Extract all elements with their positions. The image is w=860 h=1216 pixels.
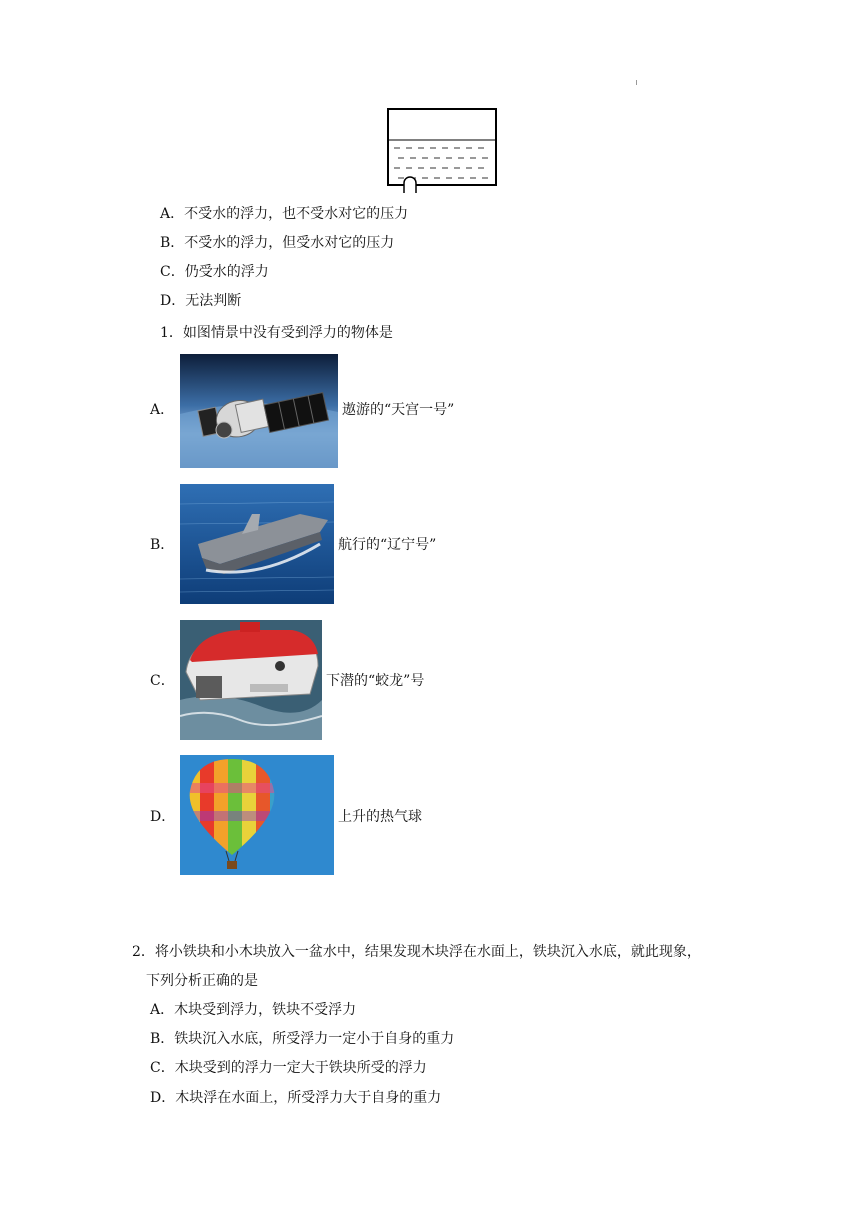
q2-option-b: B．铁块沉入水底，所受浮力一定小于自身的重力 bbox=[150, 1031, 455, 1047]
space-station-photo bbox=[180, 354, 338, 468]
question-1-stem: 1．如图情景中没有受到浮力的物体是 bbox=[160, 325, 393, 341]
q2-option-c: C．木块受到的浮力一定大于铁块所受的浮力 bbox=[150, 1060, 427, 1076]
submersible-photo bbox=[180, 620, 322, 740]
q1-option-a-letter: A． bbox=[150, 402, 175, 418]
q2-option-d: D．木块浮在水面上，所受浮力大于自身的重力 bbox=[150, 1090, 442, 1106]
question-2-stem-line2: 下列分析正确的是 bbox=[146, 973, 258, 989]
hot-air-balloon-photo bbox=[180, 755, 334, 875]
q1-option-b-caption: 航行的“辽宁号” bbox=[338, 537, 437, 553]
aircraft-carrier-photo bbox=[180, 484, 334, 604]
option-a: A．不受水的浮力，也不受水对它的压力 bbox=[160, 206, 409, 222]
q1-option-c-caption: 下潜的“蛟龙”号 bbox=[326, 673, 425, 689]
q1-option-b-letter: B． bbox=[150, 537, 175, 553]
option-d: D．无法判断 bbox=[160, 293, 242, 309]
page-mark bbox=[636, 80, 637, 85]
water-container-diagram bbox=[384, 106, 500, 194]
q2-option-a: A．木块受到浮力，铁块不受浮力 bbox=[150, 1002, 357, 1018]
option-c: C．仍受水的浮力 bbox=[160, 264, 269, 280]
q1-option-d-letter: D． bbox=[150, 809, 176, 825]
option-b: B．不受水的浮力，但受水对它的压力 bbox=[160, 235, 395, 251]
q1-option-d-caption: 上升的热气球 bbox=[338, 809, 422, 825]
q1-option-c-letter: C． bbox=[150, 673, 175, 689]
q1-option-a-caption: 遨游的“天宫一号” bbox=[342, 402, 455, 418]
question-2-stem-line1: 2．将小铁块和小木块放入一盆水中，结果发现木块浮在水面上，铁块沉入水底，就此现象， bbox=[132, 944, 701, 960]
